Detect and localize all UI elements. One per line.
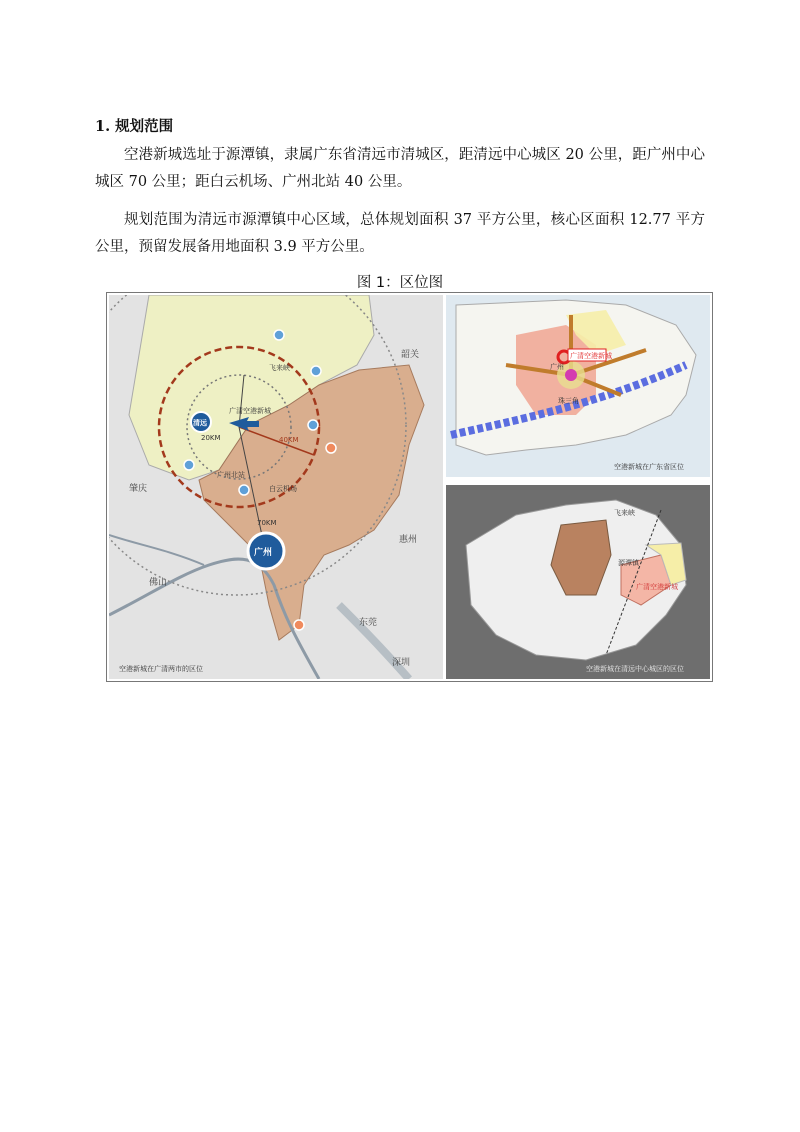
district-map-image	[446, 485, 710, 679]
district-label-feilaixia: 飞来峡	[614, 509, 635, 517]
figure-caption: 图 1：区位图	[356, 275, 444, 291]
left-map-image	[109, 295, 443, 679]
label-airport-new-town: 广清空港新城	[229, 407, 271, 415]
section-heading: 1. 规划范围	[95, 118, 174, 135]
district-label-new-town: 广清空港新城	[636, 583, 678, 591]
province-label-new-town: 广清空港新城	[570, 352, 612, 360]
district-map-caption: 空港新城在清远中心城区的区位	[586, 665, 684, 673]
left-map-caption: 空港新城在广清两市的区位	[119, 665, 203, 673]
province-map-panel	[446, 295, 710, 477]
district-map-panel	[446, 485, 710, 679]
label-shenzhen: 深圳	[392, 658, 411, 668]
label-feilaixia: 飞来峡	[269, 364, 290, 372]
label-guangzhou-north: 广州北站	[217, 471, 245, 479]
label-70km: 70KM	[257, 519, 277, 527]
label-baiyun-airport: 白云机场	[269, 485, 297, 493]
province-label-guangzhou: 广州	[550, 363, 564, 371]
label-shaoguan: 韶关	[401, 350, 420, 360]
label-20km: 20KM	[201, 434, 221, 442]
left-map-panel	[109, 295, 443, 679]
label-foshan: 佛山	[149, 578, 168, 588]
province-label-pearl-delta: 珠三角	[558, 397, 579, 405]
province-map-caption: 空港新城在广东省区位	[614, 463, 684, 471]
province-map-image	[446, 295, 710, 477]
label-40km: 40KM	[279, 436, 299, 444]
label-huizhou: 惠州	[399, 535, 418, 545]
paragraph-location: 空港新城选址于源潭镇，隶属广东省清远市清城区，距清远中心城区 20 公里，距广州中心城区 70 公里；距白云机场、广州北站 40 公里。	[95, 147, 705, 190]
label-zhaoqing: 肇庆	[129, 484, 148, 494]
label-dongguan: 东莞	[359, 618, 378, 628]
label-qingyuan: 清远	[193, 419, 207, 427]
label-guangzhou: 广州	[254, 548, 273, 558]
location-figure	[106, 292, 713, 682]
district-label-yuantan: 源潭镇	[618, 559, 639, 567]
paragraph-planning-scope: 规划范围为清远市源潭镇中心区域，总体规划面积 37 平方公里，核心区面积 12.77 平方公里，预留发展备用地面积 3.9 平方公里。	[95, 212, 705, 255]
